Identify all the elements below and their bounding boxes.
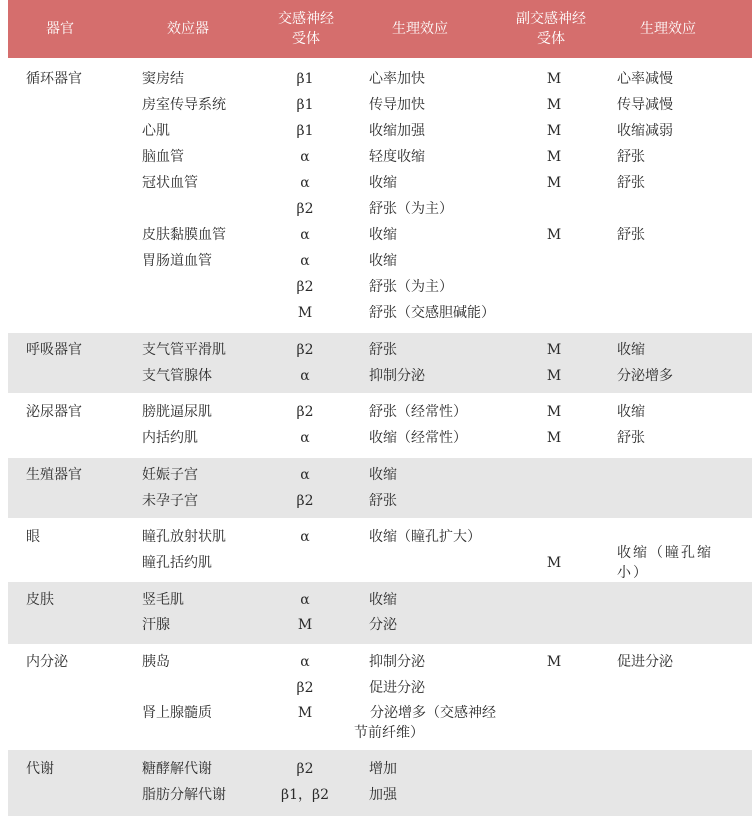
para-receptor-cell: M <box>546 555 562 571</box>
sym-receptor-cell: β1，β2 <box>280 787 329 803</box>
sym-effect-cell: 舒张（交感胆碱能） <box>369 305 495 321</box>
para-receptor-cell: M <box>546 175 562 191</box>
sym-receptor-cell: α <box>300 227 310 243</box>
effector-cell: 支气管腺体 <box>142 368 212 384</box>
header-effector: 效应器 <box>167 21 209 37</box>
effector-cell: 冠状血管 <box>142 175 198 191</box>
sym-receptor-cell: β1 <box>296 123 314 139</box>
para-effect-cell: 心率减慢 <box>617 71 673 87</box>
header-sym-effect: 生理效应 <box>392 21 448 37</box>
organ-label: 皮肤 <box>26 592 54 608</box>
sym-effect-cell: 抑制分泌 <box>369 654 425 670</box>
effector-cell: 支气管平滑肌 <box>142 342 226 358</box>
para-effect-cell: 促进分泌 <box>617 654 673 670</box>
para-receptor-cell: M <box>546 430 562 446</box>
sym-receptor-cell: α <box>300 149 310 165</box>
para-receptor-cell: M <box>546 654 562 670</box>
para-receptor-cell: M <box>546 97 562 113</box>
para-effect-cell: 收缩 <box>617 404 645 420</box>
sym-receptor-cell: β1 <box>296 97 314 113</box>
effector-cell: 瞳孔括约肌 <box>142 555 212 571</box>
sym-effect-cell: 加强 <box>369 787 397 803</box>
sym-effect-cell: 分泌 <box>369 617 397 633</box>
sym-effect-cell: 收缩（瞳孔扩大） <box>369 529 481 545</box>
organ-label: 内分泌 <box>26 654 68 670</box>
sym-effect-cell: 收缩加强 <box>369 123 425 139</box>
sym-effect-cell: 收缩 <box>369 175 397 191</box>
organ-label: 泌尿器官 <box>26 404 82 420</box>
sym-receptor-cell: β2 <box>296 493 314 509</box>
effector-cell: 肾上腺髓质 <box>142 705 212 721</box>
organ-label: 呼吸器官 <box>26 342 82 358</box>
header-para-receptor: 副交感神经受体 <box>516 11 586 47</box>
sym-effect-cell: 分泌增多（交感神经节前纤维） <box>354 705 496 741</box>
header-organ: 器官 <box>46 21 74 37</box>
sym-receptor-cell: M <box>297 705 313 721</box>
para-effect-cell: 舒张 <box>617 175 645 191</box>
sym-effect-cell: 收缩 <box>369 467 397 483</box>
effector-cell: 未孕子宫 <box>142 493 198 509</box>
para-effect-cell: 收缩（瞳孔缩小） <box>617 545 713 581</box>
sym-receptor-cell: α <box>300 654 310 670</box>
para-receptor-cell: M <box>546 149 562 165</box>
organ-label: 眼 <box>26 529 40 545</box>
para-effect-cell: 舒张 <box>617 227 645 243</box>
effector-cell: 心肌 <box>142 123 170 139</box>
effector-cell: 糖酵解代谢 <box>142 761 212 777</box>
effector-cell: 竖毛肌 <box>142 592 184 608</box>
sym-receptor-cell: M <box>297 305 313 321</box>
sym-receptor-cell: β2 <box>296 201 314 217</box>
para-receptor-cell: M <box>546 123 562 139</box>
para-effect-cell: 收缩减弱 <box>617 123 673 139</box>
sym-receptor-cell: β2 <box>296 342 314 358</box>
para-receptor-cell: M <box>546 404 562 420</box>
sym-effect-cell: 舒张（为主） <box>369 201 453 217</box>
sym-effect-cell: 心率加快 <box>369 71 425 87</box>
sym-receptor-cell: α <box>300 592 310 608</box>
sym-receptor-cell: β1 <box>296 71 314 87</box>
sym-effect-cell: 收缩 <box>369 592 397 608</box>
effector-cell: 妊娠子宫 <box>142 467 198 483</box>
sym-effect-cell: 轻度收缩 <box>369 149 425 165</box>
header-sym-receptor: 交感神经受体 <box>278 11 334 47</box>
sym-receptor-cell: α <box>300 368 310 384</box>
sym-effect-cell: 舒张（为主） <box>369 279 453 295</box>
sym-receptor-cell: α <box>300 175 310 191</box>
para-effect-cell: 分泌增多 <box>617 368 673 384</box>
sym-effect-cell: 抑制分泌 <box>369 368 425 384</box>
para-receptor-cell: M <box>546 342 562 358</box>
effector-cell: 胰岛 <box>142 654 170 670</box>
effector-cell: 内括约肌 <box>142 430 198 446</box>
effector-cell: 窦房结 <box>142 71 184 87</box>
sym-receptor-cell: α <box>300 529 310 545</box>
header-para-effect: 生理效应 <box>640 21 696 37</box>
sym-effect-cell: 收缩 <box>369 227 397 243</box>
sym-effect-cell: 促进分泌 <box>369 680 425 696</box>
effector-cell: 膀胱逼尿肌 <box>142 404 212 420</box>
effector-cell: 胃肠道血管 <box>142 253 212 269</box>
para-effect-cell: 传导减慢 <box>617 97 673 113</box>
sym-effect-cell: 舒张（经常性） <box>369 404 467 420</box>
sym-receptor-cell: β2 <box>296 404 314 420</box>
organ-label: 生殖器官 <box>26 467 82 483</box>
para-receptor-cell: M <box>546 71 562 87</box>
para-effect-cell: 舒张 <box>617 430 645 446</box>
para-receptor-cell: M <box>546 227 562 243</box>
sym-effect-cell: 舒张 <box>369 342 397 358</box>
sym-receptor-cell: α <box>300 467 310 483</box>
sym-receptor-cell: α <box>300 430 310 446</box>
sym-receptor-cell: M <box>297 617 313 633</box>
effector-cell: 脑血管 <box>142 149 184 165</box>
sym-effect-cell: 传导加快 <box>369 97 425 113</box>
sym-receptor-cell: β2 <box>296 761 314 777</box>
sym-effect-cell: 增加 <box>369 761 397 777</box>
effector-cell: 瞳孔放射状肌 <box>142 529 226 545</box>
table-header <box>8 0 752 58</box>
sym-effect-cell: 收缩 <box>369 253 397 269</box>
effector-cell: 房室传导系统 <box>142 97 226 113</box>
sym-effect-cell: 舒张 <box>369 493 397 509</box>
sym-receptor-cell: α <box>300 253 310 269</box>
sym-effect-cell: 收缩（经常性） <box>369 430 467 446</box>
effector-cell: 皮肤黏膜血管 <box>142 227 226 243</box>
para-effect-cell: 舒张 <box>617 149 645 165</box>
organ-label: 循环器官 <box>26 71 82 87</box>
effector-cell: 汗腺 <box>142 617 170 633</box>
para-effect-cell: 收缩 <box>617 342 645 358</box>
para-receptor-cell: M <box>546 368 562 384</box>
sym-receptor-cell: β2 <box>296 680 314 696</box>
organ-label: 代谢 <box>26 761 54 777</box>
sym-receptor-cell: β2 <box>296 279 314 295</box>
effector-cell: 脂肪分解代谢 <box>142 787 226 803</box>
